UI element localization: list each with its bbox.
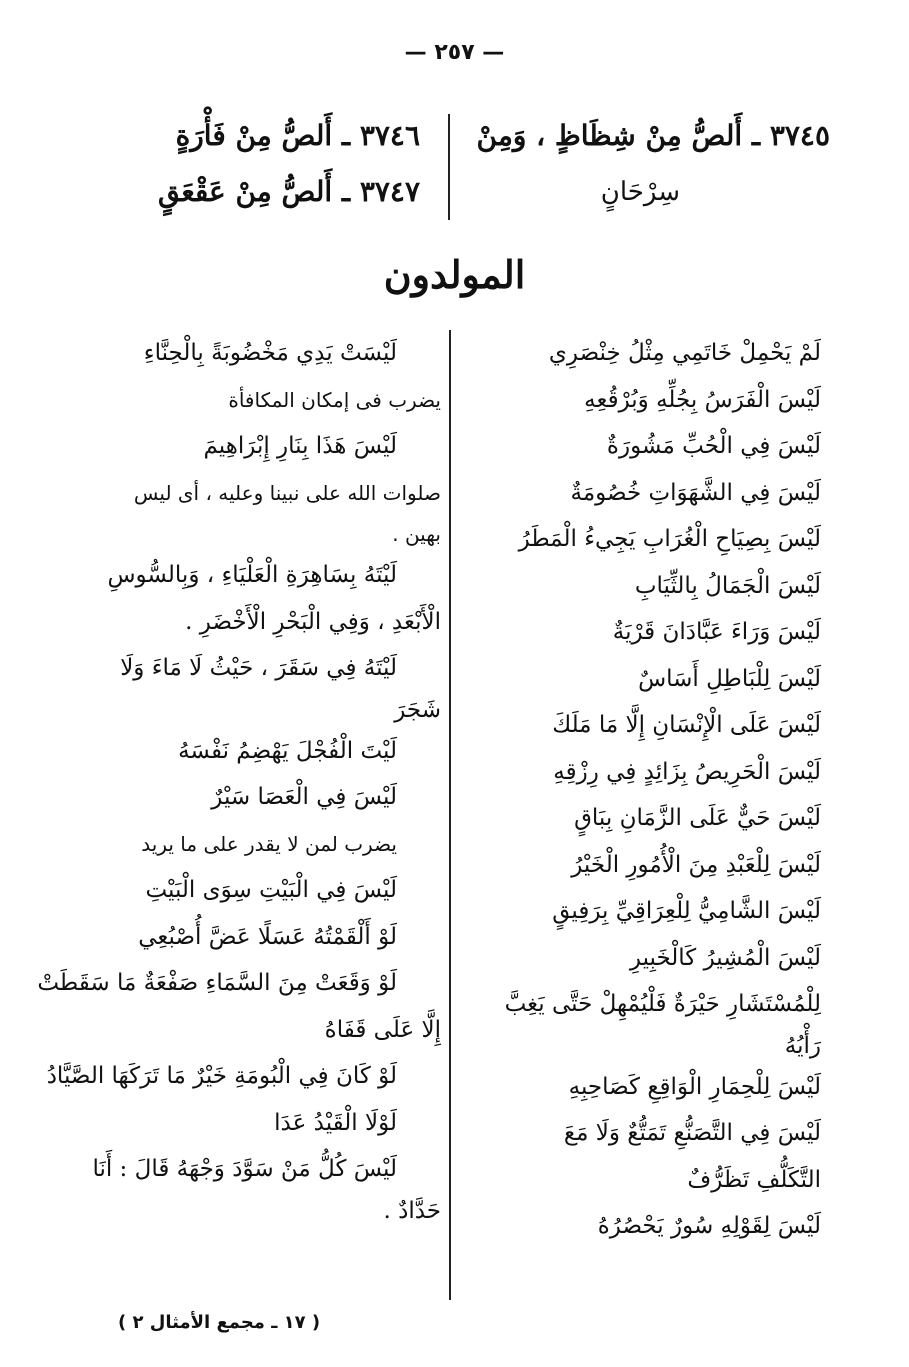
proverb-note: يضرب فى إمكان المكافأة <box>228 387 441 412</box>
right-column <box>476 330 821 1250</box>
proverb-continuation: الْأَبْعَدِ ، وَفِي الْبَحْرِ الْأَخْضَرِ . <box>185 608 441 635</box>
proverb-continuation: حَدَّادٌ . <box>383 1197 441 1224</box>
page-number: — ٢٥٧ — <box>404 40 505 65</box>
proverb-note: يضرب لمن لا يقدر على ما يريد <box>141 831 397 856</box>
proverb-line: لَيْسَ الْجَمَالُ بِالثِّيَابِ <box>634 572 821 599</box>
top-column-divider <box>448 114 450 220</box>
proverb-line: لَيْسَ فِي الْعَصَا سَيْرٌ <box>211 784 397 810</box>
proverb-line: لَيْتَهُ فِي سَقَرَ ، حَيْثُ لَا مَاءَ وَلَا <box>120 655 397 681</box>
proverb-line: لَيْسَ الْفَرَسُ بِجُلِّهِ وَبُرْقُعِهِ <box>584 386 821 413</box>
proverb-line: لَيْسَ وَرَاءَ عَبَّادَانَ قَرْيَةٌ <box>612 619 821 645</box>
proverb-line: لَيْسَ الْمُشِيرُ كَالْخَبِيرِ <box>629 944 821 971</box>
footer-signature: ( ١٧ ـ مجمع الأمثال ٢ ) <box>118 1312 321 1333</box>
proverb-continuation: التَّكَلُّفِ تَظَرُّفٌ <box>687 1166 821 1193</box>
top-entries <box>70 108 830 220</box>
proverb-line: لَيْسَ الشَّامِيُّ لِلْعِرَاقِيِّ بِرَفِيقٍ <box>552 898 821 924</box>
proverb-line: لَيْسَ عَلَى الْإِنْسَانِ إِلَّا مَا مَلَكَ <box>552 712 821 738</box>
proverb-line: لَيْسَ هَذَا بِنَارِ إِبْرَاهِيمَ <box>203 433 397 459</box>
entry-3746: ٣٧٤٦ ـ أَلصُّ مِنْ فَأْرَةٍ <box>175 119 420 152</box>
entry-3745-line2: سِرْحَانٍ <box>600 177 680 207</box>
proverb-line: لَيْسَ الْحَرِيصُ بِزَائِدٍ فِي رِزْقِهِ <box>553 758 821 785</box>
proverb-line: لَيْتَهُ بِسَاهِرَةِ الْعَلْيَاءِ ، وَبِالسُّوسِ <box>107 562 397 588</box>
proverb-line: لَوْ أَلْقَمْتُهُ عَسَلًا عَضَّ أُصْبُعِي <box>138 923 397 950</box>
proverb-note: صلوات الله على نبينا وعليه ، أى ليس <box>133 480 441 505</box>
proverb-line: لَيْسَ فِي التَّصَنُّعِ تَمَتُّعٌ وَلَا مَعَ <box>563 1120 821 1146</box>
proverb-line: لَوْلَا الْقَيْدُ عَدَا <box>274 1109 397 1136</box>
proverb-line: لَيْسَ فِي الشَّهَوَاتِ خُصُومَةٌ <box>570 479 821 506</box>
proverb-note-continuation: بهين . <box>392 522 441 546</box>
proverb-line: لَيْسَ لِقَوْلِهِ سُورٌ يَحْصُرُهُ <box>597 1213 821 1239</box>
proverb-line: لَيْتَ الْفُجْلَ يَهْضِمُ نَفْسَهُ <box>178 737 397 764</box>
column-divider <box>449 330 451 1300</box>
proverb-continuation: شَجَرَ <box>394 696 441 723</box>
entries-3746-3747 <box>70 108 420 220</box>
proverb-line: لَيْسَ كُلُّ مَنْ سَوَّدَ وَجْهَهُ قَالَ : أَنَا <box>92 1156 397 1182</box>
entry-3747: ٣٧٤٧ ـ أَلصُّ مِنْ عَقْعَقٍ <box>157 175 420 208</box>
proverb-line: لَمْ يَحْمِلْ خَاتَمِي مِثْلُ خِنْصَرِي <box>548 340 821 366</box>
entry-3745-line1: ٣٧٤٥ ـ أَلصُّ مِنْ شِظَاظٍ ، وَمِنْ <box>476 119 830 152</box>
proverb-line: لَيْسَ حَيٌّ عَلَى الزَّمَانِ بِبَاقٍ <box>574 805 821 831</box>
entry-3745 <box>470 108 830 220</box>
proverb-line: لِلْمُسْتَشَارِ حَيْرَةٌ فَلْيُمْهِلْ حَتَّى يَغِبَّ <box>504 991 821 1017</box>
proverb-line: لَيْسَ بِصِيَاحِ الْغُرَابِ يَجِيءُ الْمَطَرُ <box>518 526 821 552</box>
proverb-line: لَوْ وَقَعَتْ مِنَ السَّمَاءِ صَفْعَةٌ مَا سَقَطَتْ <box>37 970 397 996</box>
proverb-line: لَيْسَ لِلْبَاطِلِ أَسَاسٌ <box>638 665 821 692</box>
proverb-line: لَيْسَ فِي الْحُبِّ مَشُورَةٌ <box>606 433 821 459</box>
proverb-line: لَيْسَ لِلْعَبْدِ مِنَ الْأُمُورِ الْخَيْرُ <box>571 851 821 878</box>
proverb-line: لَيْسَ لِلْحِمَارِ الْوَاقِعِ كَصَاحِبِهِ <box>568 1073 821 1100</box>
left-column <box>37 330 441 1229</box>
proverb-continuation: رَأْيُهُ <box>784 1032 821 1059</box>
proverb-line: لَيْسَ فِي الْبَيْتِ سِوَى الْبَيْتِ <box>145 877 397 903</box>
proverb-line: لَيْسَتْ يَدِي مَخْضُوبَةً بِالْحِنَّاءِ <box>143 340 397 366</box>
proverb-line: لَوْ كَانَ فِي الْبُومَةِ خَيْرٌ مَا تَرَكَهَا الصَّيَّادُ <box>46 1063 397 1089</box>
proverb-continuation: إِلَّا عَلَى قَفَاهُ <box>324 1016 441 1043</box>
section-heading: المولدون <box>383 252 526 297</box>
